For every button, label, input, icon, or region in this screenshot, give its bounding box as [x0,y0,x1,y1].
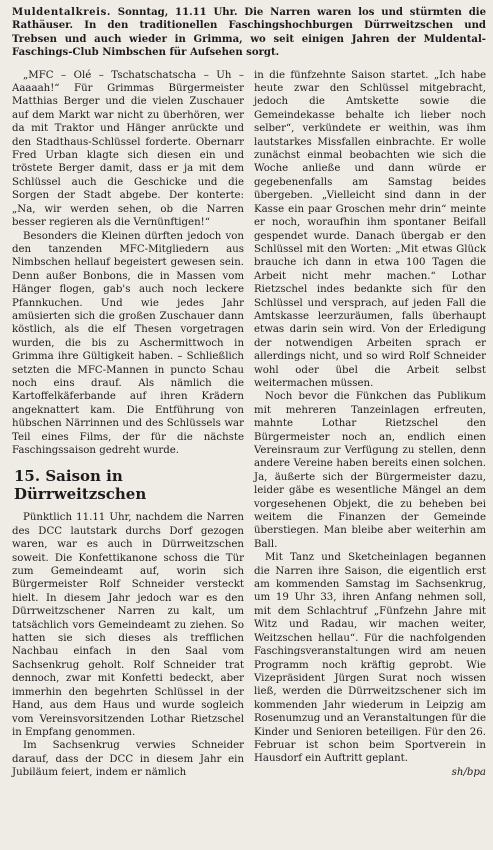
right-paragraph-3: Mit Tanz und Sketcheinlagen begannen die Narren ihre Saison, die eigentlich erst am kommenden Samstag im Sachsenkrug, um 19 Uhr 33, ihren Anfang nehmen soll, mit dem Schlachtruf „Fünfzehn Jahre mit Witz und Radau, wir machen weiter, Weitzschen hellau“. Für die nachfolgenden Faschingsveranstaltungen wird am neuen Programm noch kräftig geprobt. Wie Vizepräsident Jürgen Surat noch wissen ließ, werden die Dürrweitzschener sich im kommenden Jahr wiederum in Leipzig am Rosenumzug und an Veranstaltungen für die Kinder und Senioren beteiligen. Für den 26. Februar ist schon beim Sportverein in Hausdorf ein Auftritt geplant. [254,552,486,765]
left-paragraph-2: Besonders die Kleinen dürften jedoch von den tanzenden MFC-Mitgliedern aus Nimbschen hellauf begeistert gewesen sein. Denn außer Bonbons, die in Massen vom Hänger flogen, gab's auch noch leckere Pfannkuchen. Und wie jedes Jahr amüsierten sich die großen Zuschauer dann köstlich, als die elf Thesen vorgetragen wurden, die bis zu Aschermittwoch in Grimma ihre Gültigkeit haben. – Schließlich setzten die MFC-Mannen in puncto Schau noch eins drauf. Als nämlich die Kartoffelkäferbande auf ihren Krädern angeknattert kam. Die Entführung von hübschen Närrinnen und des Schlüssels war Teil eines Films, der für die nächste Faschingssaison gedreht wurde. [12,230,244,456]
lead-text: Sonntag, 11.11 Uhr. Die Narren waren los und stürmten die Rathäuser. In den traditionellen Faschingshochburgen Dürrweitzschen und Trebsen und auch wieder in Grimma, wo seit einigen Jahren der Muldental-Faschings-Club Nimbschen für Aufsehen sorgt. [12,7,487,59]
author-credit: sh/bpa [451,766,486,778]
right-column [254,69,486,780]
lead-place: Muldentalkreis. [12,7,111,18]
left-paragraph-3: Pünktlich 11.11 Uhr, nachdem die Narren des DCC lautstark durchs Dorf gezogen waren, war es auch in Dürrweitzschen soweit. Die Konfettikanone schoss die Tür zum Gemeindeamt auf, worin sich Bürgermeister Rolf Schneider versteckt hielt. In diesem Jahr jedoch war es den Dürrweitzschener Narren zu kalt, um tatsächlich vors Gemeindeamt zu ziehen. So hatten sie sich dieses als trefflichen Nachbau einfach in den Saal vom Sachsenkrug geholt. Rolf Schneider trat dennoch, zwar mit Konfetti bedeckt, aber immerhin den begehrten Schlüssel in der Hand, aus dem Haus und wurde sogleich vom Vereinsvorsitzenden Lothar Rietzschel in Empfang genommen. [12,512,244,738]
article-columns [12,69,486,780]
article-lead [12,6,486,60]
right-paragraph-2: Noch bevor die Fünkchen das Publikum mit mehreren Tanzeinlagen erfreuten, mahnte Lothar Rietzschel den Bürgermeister noch an, endlich einen Vereinsraum zur Verfügung zu stellen, denn andere Vereine haben bereits einen solchen. Ja, äußerte sich der Bürgermeister dazu, leider gäbe es wesentliche Mängel an dem vorgesehenen Objekt, die zu beheben bei weitem die Finanzen der Gemeinde überstiegen. Man bleibe aber weiterhin am Ball. [254,391,486,550]
left-column [12,69,244,780]
section-heading: 15. Saison in Dürrweitzschen [14,467,147,504]
left-paragraph-1: „MFC – Olé – Tschatschatscha – Uh – Aaaaah!“ Für Grimmas Bürgermeister Matthias Berger und die vielen Zuschauer auf dem Markt war nicht zu überhören, wer da mit Traktor und Hänger anrückte und den Stadthaus-Schlüssel forderte. Obernarr Fred Urban klagte sich diesen ein und tröstete Berger damit, dass er ja mit dem Schlüssel auch die Geschicke und die Sorgen der Stadt abgebe. Der konterte: „Na, wir werden sehen, ob die Narren besser regieren als die Vernünftigen!“ [12,69,244,229]
right-paragraph-1: in die fünfzehnte Saison startet. „Ich habe heute zwar den Schlüssel mitgebracht, jedoch die Amtskette sowie die Gemeindekasse behalte ich lieber noch selber“, verkündete er weithin, was ihm lautstarkes Missfallen einbrachte. Er wolle zunächst einmal beobachten wie sich die Woche anließe und dann würde er gegebenenfalls am Samstag beides übergeben. „Vielleicht sind dann in der Kasse ein paar Groschen mehr drin“ meinte er noch, woraufhin ihm spontaner Beifall gespendet wurde. Danach übergab er den Schlüssel mit den Worten: „Mit etwas Glück brauche ich dann in etwa 100 Tagen die Arbeit nicht mehr machen.“ Lothar Rietzschel indes bedankte sich für den Schlüssel und versprach, auf jeden Fall die Amtskasse leerzuräumen, falls überhaupt etwas darin sein wird. Von der Erledigung der notwendigen Arbeiten sprach er allerdings nicht, und so wird Rolf Schneider wohl oder übel die Arbeit selbst weitermachen müssen. [254,69,486,389]
left-paragraph-4: Im Sachsenkrug verwies Schneider darauf, dass der DCC in diesem Jahr ein Jubiläum feiert, indem er nämlich [12,740,244,779]
